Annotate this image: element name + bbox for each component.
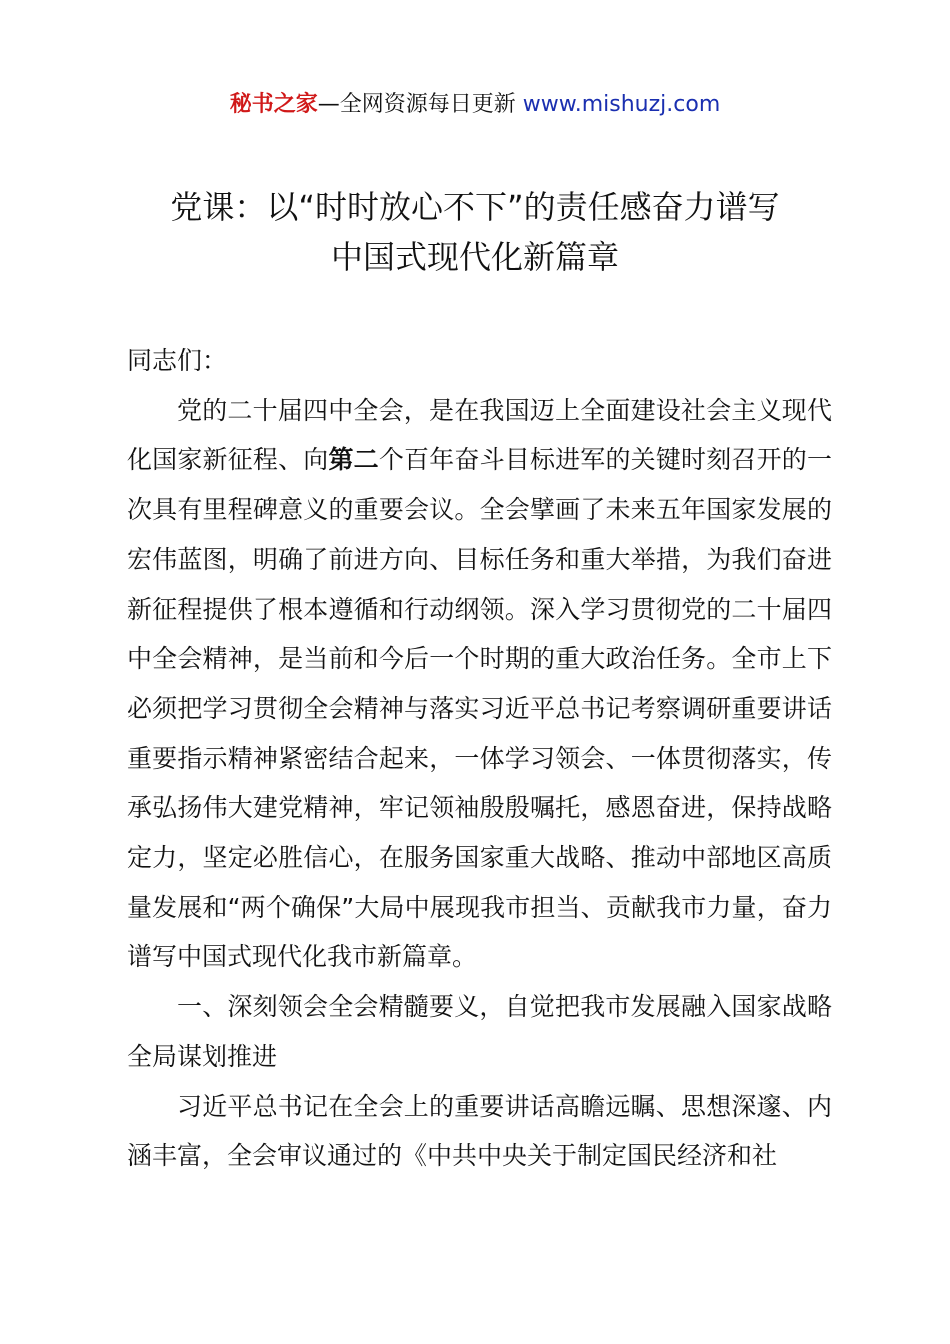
site-brand: 秘书之家 bbox=[229, 92, 318, 117]
site-tagline: —全网资源每日更新 bbox=[317, 92, 516, 117]
title-line-1: 党课：以“时时放心不下”的责任感奋力谱写 bbox=[170, 188, 780, 226]
section-1-heading: 一、深刻领会全会精髓要义，自觉把我市发展融入国家战略全局谋划推进 bbox=[127, 992, 832, 1071]
site-url-link[interactable]: www.mishuzj.com bbox=[522, 92, 721, 117]
site-header bbox=[0, 90, 950, 120]
document-body bbox=[127, 336, 832, 1181]
title-line-2: 中国式现代化新篇章 bbox=[330, 238, 619, 276]
paragraph-1-bold: 第二 bbox=[328, 445, 379, 475]
salutation: 同志们： bbox=[127, 346, 228, 375]
paragraph-1-text-a: 党的二十届四中全会，是在我国迈上全面建设社会主义现代化国家新征程、向 bbox=[127, 395, 832, 475]
paragraph-1-text-b: 个百年奋斗目标进军的关键时刻召开的一次具有里程碑意义的重要会议。全会擘画了未来五年国家发展的宏伟蓝图，明确了前进方向、目标任务和重大举措，为我们奋进新征程提供了根本遵循和行动纲领。深入学习贯彻党的二十届四中全会精神，是当前和今后一个时期的重大政治任务。全市上下必须把学习贯彻全会精神与落实习近平总书记考察调研重要讲话重要指示精神紧密结合起来，一体学习领会、一体贯彻落实，传承弘扬伟大建党精神，牢记领袖殷殷嘱托，感恩奋进，保持战略定力，坚定必胜信心，在服务国家重大战略、推动中部地区高质量发展和“两个确保”大局中展现我市担当、贡献我市力量，奋力谱写中国式现代化我市新篇章。 bbox=[127, 445, 832, 972]
paragraph-1 bbox=[127, 386, 832, 982]
document-title bbox=[100, 182, 850, 282]
paragraph-2: 习近平总书记在全会上的重要讲话高瞻远瞩、思想深邃、内涵丰富，全会审议通过的《中共中央关于制定国民经济和社 bbox=[127, 1091, 832, 1171]
